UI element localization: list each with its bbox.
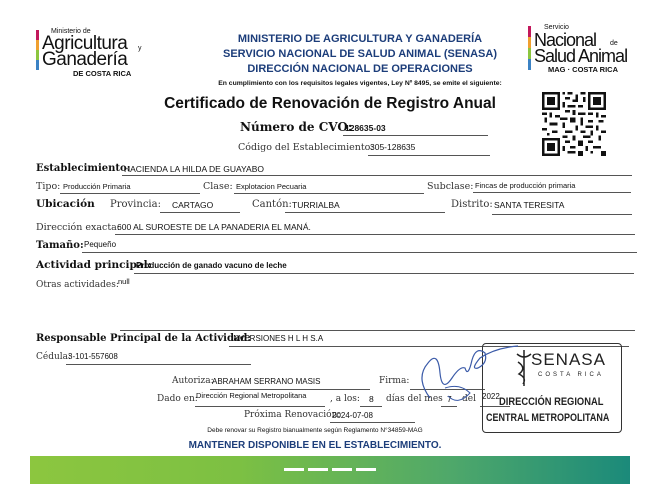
del-label: del [462,394,476,404]
autoriza-value: ABRAHAM SERRANO MASIS [212,377,321,386]
mag-logo-line1: Ministerio de [51,28,91,35]
logo-color-bar [528,26,531,37]
dado-en-value: Dirección Regional Metropolitana [196,391,307,400]
ubicacion-label: Ubicación [36,198,95,210]
stamp-line2: CENTRAL METROPOLITANA [486,412,610,424]
autoriza-underline [210,389,370,390]
tipo-value: Producción Primaria [63,182,131,191]
provincia-label: Provincia: [110,199,161,210]
cvo-underline [343,135,488,136]
mag-logo-line2: Agricultura [42,33,128,54]
cvo-label: Número de CVO: [240,120,353,134]
stamp-sub: COSTA RICA [538,372,604,378]
certificate-title: Certificado de Renovación de Registro Anual [164,95,496,112]
mag-logo-line2-suffix: y [138,45,142,52]
logo-color-bar [528,59,531,70]
year-value: 2022 [482,392,500,401]
senasa-logo-line2-suffix: de [610,40,618,47]
clase-underline [234,193,424,194]
proxima-renovacion-value: 2024-07-08 [332,411,373,420]
footer-dash [308,468,328,471]
tipo-underline [60,193,200,194]
stamp-brand: SENASA [531,350,606,369]
establecimiento-underline [122,175,632,176]
cedula-label: Cédula: [36,352,72,362]
actividad-principal-underline [134,273,634,274]
day-underline [360,406,382,407]
logo-color-bar [36,30,39,40]
logo-color-bar [36,40,39,50]
qr-code [542,92,606,156]
footer-dash [332,468,352,471]
subclase-label: Subclase: [427,181,474,192]
senasa-logo-line3: Salud Animal [534,46,628,66]
header-line3: DIRECCIÓN NACIONAL DE OPERACIONES [247,63,473,75]
direccion-underline [115,234,635,235]
footer-dash [284,468,304,471]
proxima-renovacion-underline [330,422,415,423]
header-line2: SERVICIO NACIONAL DE SALUD ANIMAL (SENASA) [222,48,497,60]
tipo-label: Tipo: [36,181,61,192]
tamano-underline [82,252,637,253]
direccion-value: 600 AL SUROESTE DE LA PANADERIA EL MANÁ. [117,222,311,232]
subclase-underline [473,192,631,193]
clase-label: Clase: [203,181,233,192]
firma-label: Firma: [379,376,410,386]
mag-logo-line4: DE COSTA RICA [73,69,132,78]
senasa-logo-line4: MAG · COSTA RICA [548,65,618,74]
header-line1: MINISTERIO DE AGRICULTURA Y GANADERÍA [237,33,483,45]
dado-en-label: Dado en: [157,394,198,404]
a-los-label: , a los: [330,394,360,404]
keep-available-note: MANTENER DISPONIBLE EN EL ESTABLECIMIENTO. [188,440,442,451]
senasa-logo-line1: Servicio [544,24,569,31]
distrito-label: Distrito: [451,199,493,210]
renew-note: Debe renovar su Registro bianualmente según Reglamento N°34859-MAG [207,427,423,434]
footer-dash [356,468,376,471]
responsable-label: Responsable Principal de la Actividad: [36,333,252,344]
direccion-label: Dirección exacta: [36,222,121,233]
footer-band [30,456,630,484]
proxima-renovacion-label: Próxima Renovación: [244,410,341,420]
establecimiento-label: Establecimiento: [36,163,131,174]
canton-label: Cantón: [252,199,292,210]
otras-actividades-label: Otras actividades: [36,280,119,290]
cvo-value: 128635-03 [345,123,386,133]
establecimiento-value: HACIENDA LA HILDA DE GUAYABO [124,164,264,174]
canton-underline [285,212,445,213]
actividad-principal-value: Producción de ganado vacuno de leche [136,261,287,270]
responsable-value: INVERSIONES H L H S.A [231,334,324,343]
senasa-logo [528,24,638,76]
tamano-value: Pequeño [84,240,117,249]
distrito-value: SANTA TERESITA [494,200,565,210]
logo-color-bar [36,60,39,70]
mag-logo-line3: Ganadería [42,49,128,70]
dias-label: días del mes [386,394,443,404]
cedula-underline [66,364,251,365]
mag-logo [36,28,146,78]
establishment-code-underline [368,155,490,156]
distrito-underline [492,214,632,215]
logo-color-bar [528,37,531,48]
signature-scribble [410,338,520,408]
stamp-line1: DIRECCIÓN REGIONAL [499,396,604,408]
logo-color-bar [528,48,531,59]
canton-value: TURRIALBA [292,200,340,210]
day-value: 8 [369,394,374,404]
otras-actividades-value: null [118,277,130,286]
cedula-value: 3-101-557608 [68,352,118,361]
month-value: 7 [447,394,452,404]
logo-color-bar [36,50,39,60]
establishment-code-value: 305-128635 [370,142,416,152]
senasa-logo-line2: Nacional [534,30,597,50]
dado-en-underline [195,406,325,407]
autoriza-label: Autoriza: [172,376,214,386]
legal-note: En cumplimiento con los requisitos legales vigentes, Ley Nº 8495, se emite el siguiente: [218,80,502,87]
provincia-value: CARTAGO [172,200,214,210]
actividad-principal-label: Actividad principal: [36,259,152,271]
separator-line [120,330,635,331]
subclase-value: Fincas de producción primaria [475,181,576,190]
clase-value: Explotacion Pecuaria [236,182,307,191]
provincia-underline [160,212,240,213]
establishment-code-label: Código del Establecimiento: [238,142,374,153]
tamano-label: Tamaño: [36,240,84,251]
